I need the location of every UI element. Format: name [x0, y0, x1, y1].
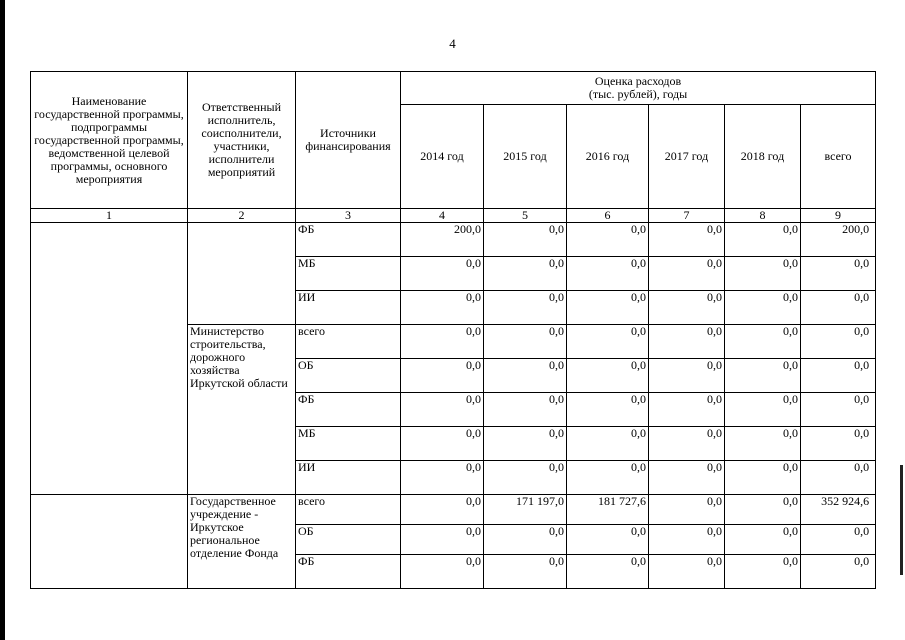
- value-2016: 0,0: [567, 223, 649, 257]
- header-year-2015: 2015 год: [484, 105, 567, 209]
- value-2016: 0,0: [567, 257, 649, 291]
- column-number: 3: [296, 209, 401, 223]
- value-2018: 0,0: [725, 393, 801, 427]
- executor-cell: Государственное учреждение - Иркутское региональное отделение Фонда: [188, 495, 296, 589]
- value-2018: 0,0: [725, 555, 801, 589]
- header-row-top: [31, 72, 876, 105]
- value-2015: 0,0: [484, 393, 567, 427]
- column-number: 7: [649, 209, 725, 223]
- value-2016: 0,0: [567, 325, 649, 359]
- column-number: 9: [801, 209, 876, 223]
- funding-source: ОБ: [296, 359, 401, 393]
- value-2016: 0,0: [567, 427, 649, 461]
- value-2016: 181 727,6: [567, 495, 649, 525]
- value-2017: 0,0: [649, 393, 725, 427]
- executor-cell: Министерство строительства, дорожного хозяйства Иркутской области: [188, 325, 296, 495]
- value-2014: 0,0: [401, 325, 484, 359]
- value-2015: 0,0: [484, 291, 567, 325]
- header-source: Источники финансирования: [296, 72, 401, 209]
- value-2018: 0,0: [725, 359, 801, 393]
- value-2017: 0,0: [649, 257, 725, 291]
- value-2016: 0,0: [567, 555, 649, 589]
- value-2018: 0,0: [725, 427, 801, 461]
- value-total: 0,0: [801, 325, 876, 359]
- value-total: 0,0: [801, 257, 876, 291]
- funding-source: ОБ: [296, 525, 401, 555]
- value-total: 0,0: [801, 555, 876, 589]
- table-row: [31, 223, 876, 257]
- header-expenses-line1: Оценка расходов: [594, 74, 682, 88]
- value-2018: 0,0: [725, 525, 801, 555]
- value-2017: 0,0: [649, 495, 725, 525]
- value-2015: 0,0: [484, 427, 567, 461]
- value-2016: 0,0: [567, 359, 649, 393]
- column-number: 5: [484, 209, 567, 223]
- value-2017: 0,0: [649, 427, 725, 461]
- funding-source: МБ: [296, 257, 401, 291]
- value-2014: 0,0: [401, 555, 484, 589]
- value-2017: 0,0: [649, 461, 725, 495]
- value-2014: 0,0: [401, 291, 484, 325]
- value-2017: 0,0: [649, 291, 725, 325]
- value-total: 200,0: [801, 223, 876, 257]
- column-number: 2: [188, 209, 296, 223]
- header-executor: Ответственный исполнитель, соисполнители, участники, исполнители мероприятий: [188, 72, 296, 209]
- program-name-cell: [31, 495, 188, 589]
- value-2015: 0,0: [484, 525, 567, 555]
- expenditure-table: [30, 71, 876, 589]
- header-total: всего: [801, 105, 876, 209]
- funding-source: ФБ: [296, 223, 401, 257]
- value-2018: 0,0: [725, 461, 801, 495]
- header-program-name: Наименование государственной программы, подпрограммы государственной программы, ведомственной целевой программы, основного мероприятия: [31, 72, 188, 209]
- value-2016: 0,0: [567, 525, 649, 555]
- value-2015: 0,0: [484, 257, 567, 291]
- value-2017: 0,0: [649, 555, 725, 589]
- value-2014: 0,0: [401, 427, 484, 461]
- value-2018: 0,0: [725, 223, 801, 257]
- value-2014: 0,0: [401, 495, 484, 525]
- value-2015: 0,0: [484, 223, 567, 257]
- funding-source: ФБ: [296, 555, 401, 589]
- column-number: 8: [725, 209, 801, 223]
- value-total: 0,0: [801, 427, 876, 461]
- header-year-2017: 2017 год: [649, 105, 725, 209]
- value-2017: 0,0: [649, 223, 725, 257]
- value-2015: 0,0: [484, 461, 567, 495]
- value-2014: 0,0: [401, 525, 484, 555]
- funding-source: МБ: [296, 427, 401, 461]
- value-total: 352 924,6: [801, 495, 876, 525]
- value-2018: 0,0: [725, 257, 801, 291]
- page-number: 4: [449, 36, 456, 51]
- column-number-row: [31, 209, 876, 223]
- value-2018: 0,0: [725, 495, 801, 525]
- scan-right-edge: [900, 465, 903, 575]
- header-expenses: [401, 72, 876, 105]
- executor-cell: [188, 223, 296, 325]
- funding-source: ИИ: [296, 291, 401, 325]
- value-2015: 0,0: [484, 325, 567, 359]
- value-2017: 0,0: [649, 525, 725, 555]
- column-number: 6: [567, 209, 649, 223]
- value-2017: 0,0: [649, 325, 725, 359]
- value-2016: 0,0: [567, 291, 649, 325]
- funding-source: всего: [296, 325, 401, 359]
- value-2014: 200,0: [401, 223, 484, 257]
- header-year-2014: 2014 год: [401, 105, 484, 209]
- funding-source: ИИ: [296, 461, 401, 495]
- value-2014: 0,0: [401, 461, 484, 495]
- table-row: [31, 495, 876, 525]
- value-2017: 0,0: [649, 359, 725, 393]
- value-2014: 0,0: [401, 393, 484, 427]
- header-year-2016: 2016 год: [567, 105, 649, 209]
- value-2014: 0,0: [401, 257, 484, 291]
- value-total: 0,0: [801, 291, 876, 325]
- value-2015: 0,0: [484, 555, 567, 589]
- column-number: 1: [31, 209, 188, 223]
- value-2015: 0,0: [484, 359, 567, 393]
- value-total: 0,0: [801, 525, 876, 555]
- value-total: 0,0: [801, 393, 876, 427]
- value-2016: 0,0: [567, 461, 649, 495]
- value-2016: 0,0: [567, 393, 649, 427]
- column-number: 4: [401, 209, 484, 223]
- header-expenses-line2: (тыс. рублей), годы: [588, 87, 688, 101]
- program-name-cell: [31, 223, 188, 495]
- value-total: 0,0: [801, 359, 876, 393]
- value-2018: 0,0: [725, 291, 801, 325]
- value-2018: 0,0: [725, 325, 801, 359]
- scan-left-edge: [0, 0, 5, 640]
- funding-source: ФБ: [296, 393, 401, 427]
- value-2015: 171 197,0: [484, 495, 567, 525]
- header-year-2018: 2018 год: [725, 105, 801, 209]
- funding-source: всего: [296, 495, 401, 525]
- value-total: 0,0: [801, 461, 876, 495]
- value-2014: 0,0: [401, 359, 484, 393]
